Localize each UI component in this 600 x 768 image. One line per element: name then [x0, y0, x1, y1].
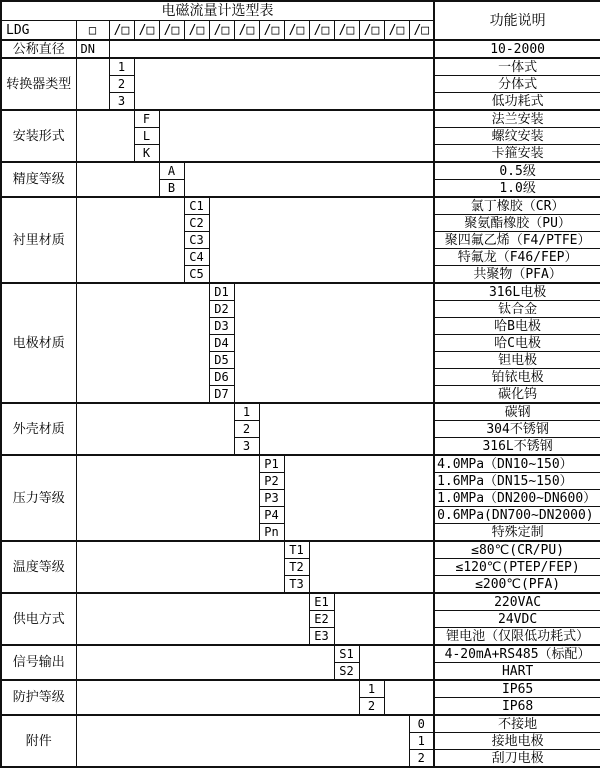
code-cell: B	[159, 180, 184, 198]
desc-cell: 不接地	[434, 715, 600, 733]
model-slot: /□	[184, 21, 209, 41]
desc-cell: 分体式	[434, 76, 600, 93]
code-cell: K	[134, 145, 159, 163]
table-row	[1, 40, 600, 58]
table-row	[1, 283, 600, 301]
spacer-cell	[184, 162, 434, 197]
spacer-cell	[76, 593, 309, 645]
group-label: 温度等级	[1, 541, 76, 593]
page-title: 电磁流量计选型表	[1, 1, 434, 21]
spacer-cell	[76, 58, 109, 110]
code-cell: 1	[109, 58, 134, 76]
model-slot: /□	[109, 21, 134, 41]
desc-cell: 铂铱电极	[434, 369, 600, 386]
desc-cell: 聚四氟乙烯（F4/PTFE）	[434, 232, 600, 249]
code-cell: Pn	[259, 524, 284, 542]
model-slot: /□	[284, 21, 309, 41]
desc-cell: HART	[434, 663, 600, 681]
spacer-cell	[76, 283, 209, 403]
model-slot: /□	[359, 21, 384, 41]
desc-cell: 聚氨酯橡胶（PU）	[434, 215, 600, 232]
desc-cell: ≤200℃(PFA)	[434, 576, 600, 594]
model-slot: /□	[134, 21, 159, 41]
spacer-cell	[209, 197, 434, 283]
spacer-cell	[76, 715, 409, 767]
code-cell: C2	[184, 215, 209, 232]
desc-cell: 碳钢	[434, 403, 600, 421]
table-row	[1, 403, 600, 421]
desc-cell: 316L不锈钢	[434, 438, 600, 456]
code-cell: A	[159, 162, 184, 180]
desc-cell: 锂电池（仅限低功耗式）	[434, 628, 600, 646]
desc-cell: 1.6MPa（DN15~150）	[434, 473, 600, 490]
code-cell: S2	[334, 663, 359, 681]
code-cell: 1	[409, 733, 434, 750]
spacer-cell	[76, 110, 134, 162]
table-row	[1, 455, 600, 473]
desc-cell: 钛合金	[434, 301, 600, 318]
spacer-cell	[76, 403, 234, 455]
spacer-cell	[384, 680, 434, 715]
table-row	[1, 58, 600, 76]
spacer-cell	[134, 58, 434, 110]
code-cell: 1	[359, 680, 384, 698]
desc-cell: 氯丁橡胶（CR）	[434, 197, 600, 215]
code-cell: D6	[209, 369, 234, 386]
model-slot: /□	[209, 21, 234, 41]
desc-cell: 0.6MPa(DN700~DN2000)	[434, 507, 600, 524]
spacer-cell	[76, 645, 334, 680]
code-cell: C3	[184, 232, 209, 249]
group-label: 衬里材质	[1, 197, 76, 283]
group-label: 供电方式	[1, 593, 76, 645]
code-cell: L	[134, 128, 159, 145]
desc-cell: 特殊定制	[434, 524, 600, 542]
code-cell: DN	[76, 40, 109, 58]
table-row	[1, 645, 600, 663]
code-cell: C1	[184, 197, 209, 215]
desc-cell: 24VDC	[434, 611, 600, 628]
code-cell: D2	[209, 301, 234, 318]
model-slot: /□	[409, 21, 434, 41]
desc-cell: 4.0MPa（DN10~150）	[434, 455, 600, 473]
model-slot: /□	[159, 21, 184, 41]
desc-cell: 哈C电极	[434, 335, 600, 352]
spacer-cell	[234, 283, 434, 403]
spacer-cell	[284, 455, 434, 541]
desc-cell: 316L电极	[434, 283, 600, 301]
table-row	[1, 162, 600, 180]
group-label: 防护等级	[1, 680, 76, 715]
code-cell: P4	[259, 507, 284, 524]
code-cell: E1	[309, 593, 334, 611]
desc-cell: 220VAC	[434, 593, 600, 611]
code-cell: P1	[259, 455, 284, 473]
table-row	[1, 110, 600, 128]
code-cell: 2	[409, 750, 434, 768]
spacer-cell	[309, 541, 434, 593]
code-cell: 0	[409, 715, 434, 733]
code-cell: E2	[309, 611, 334, 628]
spacer-cell	[109, 40, 434, 58]
code-cell: 2	[109, 76, 134, 93]
code-cell: E3	[309, 628, 334, 646]
group-label: 安装形式	[1, 110, 76, 162]
code-cell: T3	[284, 576, 309, 594]
group-label: 信号输出	[1, 645, 76, 680]
desc-cell: 共聚物（PFA）	[434, 266, 600, 284]
code-cell: 2	[234, 421, 259, 438]
code-cell: C4	[184, 249, 209, 266]
table-row	[1, 680, 600, 698]
desc-cell: 4-20mA+RS485（标配）	[434, 645, 600, 663]
model-slot: /□	[334, 21, 359, 41]
desc-cell: 低功耗式	[434, 93, 600, 111]
desc-cell: IP65	[434, 680, 600, 698]
spacer-cell	[359, 645, 434, 680]
model-slot: /□	[234, 21, 259, 41]
group-label: 压力等级	[1, 455, 76, 541]
desc-cell: 10-2000	[434, 40, 600, 58]
code-cell: D5	[209, 352, 234, 369]
spacer-cell	[76, 455, 259, 541]
spacer-cell	[76, 541, 284, 593]
model-slot: /□	[309, 21, 334, 41]
spacer-cell	[76, 162, 159, 197]
spacer-cell	[259, 403, 434, 455]
table-row	[1, 715, 600, 733]
function-column-header: 功能说明	[434, 1, 600, 40]
model-slot: /□	[384, 21, 409, 41]
desc-cell: 卡箍安装	[434, 145, 600, 163]
code-cell: P2	[259, 473, 284, 490]
code-cell: 3	[109, 93, 134, 111]
desc-cell: 304不锈钢	[434, 421, 600, 438]
desc-cell: IP68	[434, 698, 600, 716]
code-cell: 3	[234, 438, 259, 456]
code-cell: 2	[359, 698, 384, 716]
group-label: 精度等级	[1, 162, 76, 197]
desc-cell: 特氟龙（F46/FEP）	[434, 249, 600, 266]
code-cell: D3	[209, 318, 234, 335]
spacer-cell	[159, 110, 434, 162]
desc-cell: ≤120℃(PTEP/FEP)	[434, 559, 600, 576]
code-cell: D1	[209, 283, 234, 301]
table-row	[1, 593, 600, 611]
group-label: 转换器类型	[1, 58, 76, 110]
table-row	[1, 541, 600, 559]
desc-cell: 1.0MPa（DN200~DN600）	[434, 490, 600, 507]
group-label: 外壳材质	[1, 403, 76, 455]
table-row	[1, 197, 600, 215]
desc-cell: 接地电极	[434, 733, 600, 750]
desc-cell: 钽电极	[434, 352, 600, 369]
desc-cell: 哈B电极	[434, 318, 600, 335]
group-label: 公称直径	[1, 40, 76, 58]
group-label: 附件	[1, 715, 76, 767]
code-cell: C5	[184, 266, 209, 284]
spacer-cell	[334, 593, 434, 645]
desc-cell: 0.5级	[434, 162, 600, 180]
code-cell: F	[134, 110, 159, 128]
code-cell: T1	[284, 541, 309, 559]
spacer-cell	[76, 680, 359, 715]
desc-cell: 法兰安装	[434, 110, 600, 128]
group-label: 电极材质	[1, 283, 76, 403]
code-cell: P3	[259, 490, 284, 507]
desc-cell: 碳化钨	[434, 386, 600, 404]
spacer-cell	[76, 197, 184, 283]
desc-cell: 1.0级	[434, 180, 600, 198]
code-cell: 1	[234, 403, 259, 421]
model-slot: /□	[259, 21, 284, 41]
desc-cell: 刮刀电极	[434, 750, 600, 768]
desc-cell: 一体式	[434, 58, 600, 76]
code-cell: D4	[209, 335, 234, 352]
model-box-slot: □	[76, 21, 109, 41]
desc-cell: 螺纹安装	[434, 128, 600, 145]
desc-cell: ≤80℃(CR/PU)	[434, 541, 600, 559]
code-cell: D7	[209, 386, 234, 404]
code-cell: T2	[284, 559, 309, 576]
code-cell: S1	[334, 645, 359, 663]
model-prefix: LDG	[1, 21, 76, 41]
table-row	[1, 1, 600, 21]
